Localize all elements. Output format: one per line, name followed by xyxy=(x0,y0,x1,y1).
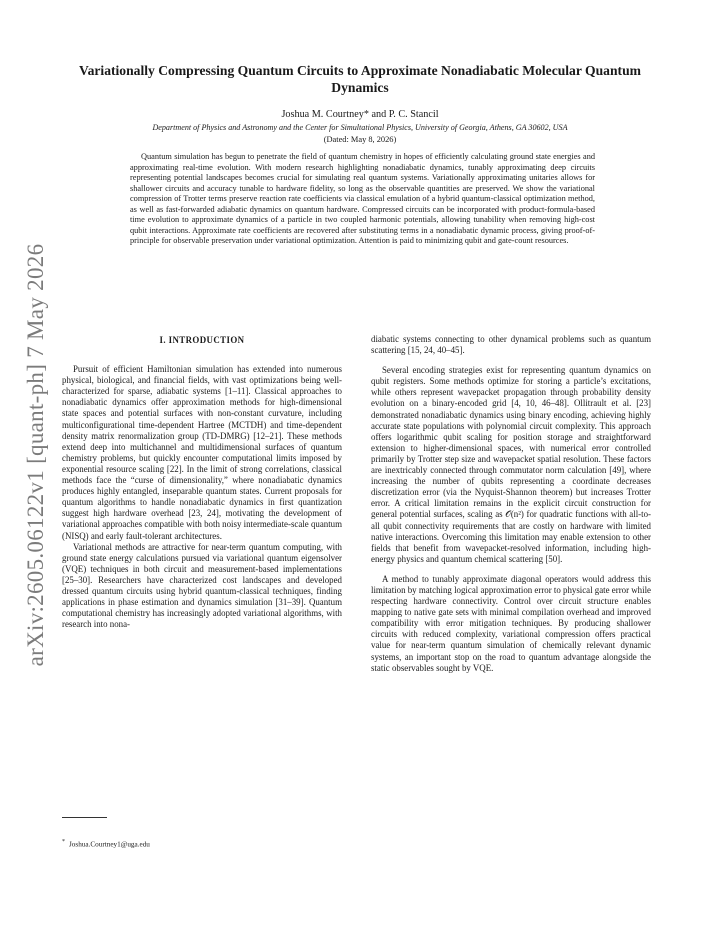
footnote-divider xyxy=(62,817,107,818)
arxiv-identifier[interactable]: arXiv:2605.06122v1 [quant-ph] 7 May 2026 xyxy=(23,243,48,667)
footnote-marker: * xyxy=(62,839,65,845)
left-column xyxy=(62,335,342,630)
intro-paragraph-3: Several encoding strategies exist for representing quantum dynamics on qubit registers. Some methods optimize for storing a particle’s excitations, while others represent wavepacket propagation through probability density evolution on a binary-encoded grid [4, 10, 46–48]. Ollitrault et al. [23] demonstrated nonadiabatic dynamics using binary encoding, achieving highly accurate state populations with polynomial circuit complexity. This approach offers logarithmic qubit scaling for position storage and straightforward extension to higher-dimensional spaces, with numerical error controlled primarily by Trotter step size and wavepacket spatial resolution. These factors are inextricably connected through commutator norm calculation [49], where increasing the number of qubits representing a coordinate decreases discretization error (via the Nyquist-Shannon theorem) but increases Trotter error. A critical limitation remains in the explicit circuit construction for general potential surfaces, scaling as 𝒪(n²) for quadratic functions with all-to-all qubit connectivity requirements that are costly on hardware with limited native interactions. Overcoming this limitation may enable extension to other fields that benefit from wavepacket-resolved information, including high-energy physics and quantum chemical scattering [50]. xyxy=(371,365,651,564)
date-line: (Dated: May 8, 2026) xyxy=(323,135,397,144)
section-heading-introduction: I. INTRODUCTION xyxy=(159,335,245,345)
intro-paragraph-1: Pursuit of efficient Hamiltonian simulation has extended into numerous physical, biological, and financial fields, with vast optimizations being well-characterized for sparse, adiabatic systems [1–11]. Classical approaches to nonadiabatic dynamics offer approximation methods for high-dimensional state spaces and potential surfaces with non-constant curvature, including multiconfigurational time-dependent Hartree (MCTDH) and time-dependent density matrix renormalization group (TD-DMRG) [12–21]. These methods extend deep into multichannel and multidimensional surfaces of quantum chemistry problems, but quickly encounter computational limits imposed by exponential resource scaling [22]. In the limit of strong correlations, classical methods face the “curse of dimensionality,” where nonadiabatic dynamics produces highly entangled, inseparable quantum states. Current proposals for quantum algorithms to handle nonadiabatic dynamics in first quantization suggest high hardware overhead [23, 24], motivating the development of variational approaches compatible with both noisy intermediate-scale quantum (NISQ) and early fault-tolerant architectures. xyxy=(62,364,342,541)
footnote xyxy=(62,838,342,849)
paper-title: Variationally Compressing Quantum Circuits to Approximate Nonadiabatic Molecular Quantum Dynamics xyxy=(79,63,641,95)
intro-paragraph-4: A method to tunably approximate diagonal operators would address this limitation by matching logical approximation error to physical gate error while respecting hardware connectivity. Control over circuit structure enables mapping to native gate sets with minimal compilation overhead and improved compatibility with error mitigation techniques. By producing shallower circuits with reduced complexity, variational compression offers practical value for near-term quantum simulation of chemically relevant dynamic systems, an important stop on the road to quantum advantage alongside the static observables sought by VQE. xyxy=(371,573,651,673)
intro-paragraph-2: Variational methods are attractive for near-term quantum computing, with ground state energy calculations pursued via variational quantum eigensolver (VQE) techniques in both circuit and measurement-based implementations [25–30]. Researchers have characterized cost landscapes and developed dressed quantum circuits using hybrid quantum-classical techniques, finding applications in phase estimation and dynamics simulation [31–39]. Quantum computational chemistry has increasingly adopted variational algorithms, with research into nona- xyxy=(62,541,342,630)
affiliation: Department of Physics and Astronomy and the Center for Simultational Physics, University of Georgia, Athens, GA 30602, USA xyxy=(152,123,568,132)
footnote-email-link[interactable]: Joshua.Courtney1@uga.edu xyxy=(69,840,150,849)
right-column xyxy=(371,334,651,674)
abstract: Quantum simulation has begun to penetrate the field of quantum chemistry in hopes of efficiently calculating ground state energies and approximating real-time evolution. With modern research highlighting nonadiabatic dynamics, tunably approximating deep circuits representing potential landscapes becomes crucial for simulating real quantum systems. Variationally approximating unitaries allows for shallower circuits and accuracy tunable to hardware fidelity, so long as the observable quantities are preserved. We show the variational compression of Trotter terms preserve reaction rate coefficients via classical emulation of a hybrid quantum-classical optimization method, as well as fast-forwarded adiabatic dynamics on quantum hardware. Compressed circuits can be incorporated with product-formula-based time evolution to approximate dynamics of a particle in two coupled harmonic potentials, allowing tunability when removing high-cost qubit interactions. Approximate rate coefficients are recovered after substituting terms in a nonadiabatic dynamic process, giving proof-of-principle for observable preservation under variational optimization. Attention is paid to minimizing qubit and gate-count resources. xyxy=(130,152,595,245)
author-list: Joshua M. Courtney* and P. C. Stancil xyxy=(281,109,439,120)
intro-paragraph-2-continued: diabatic systems connecting to other dynamical problems such as quantum scattering [15, 24, 40–45]. xyxy=(371,334,651,356)
